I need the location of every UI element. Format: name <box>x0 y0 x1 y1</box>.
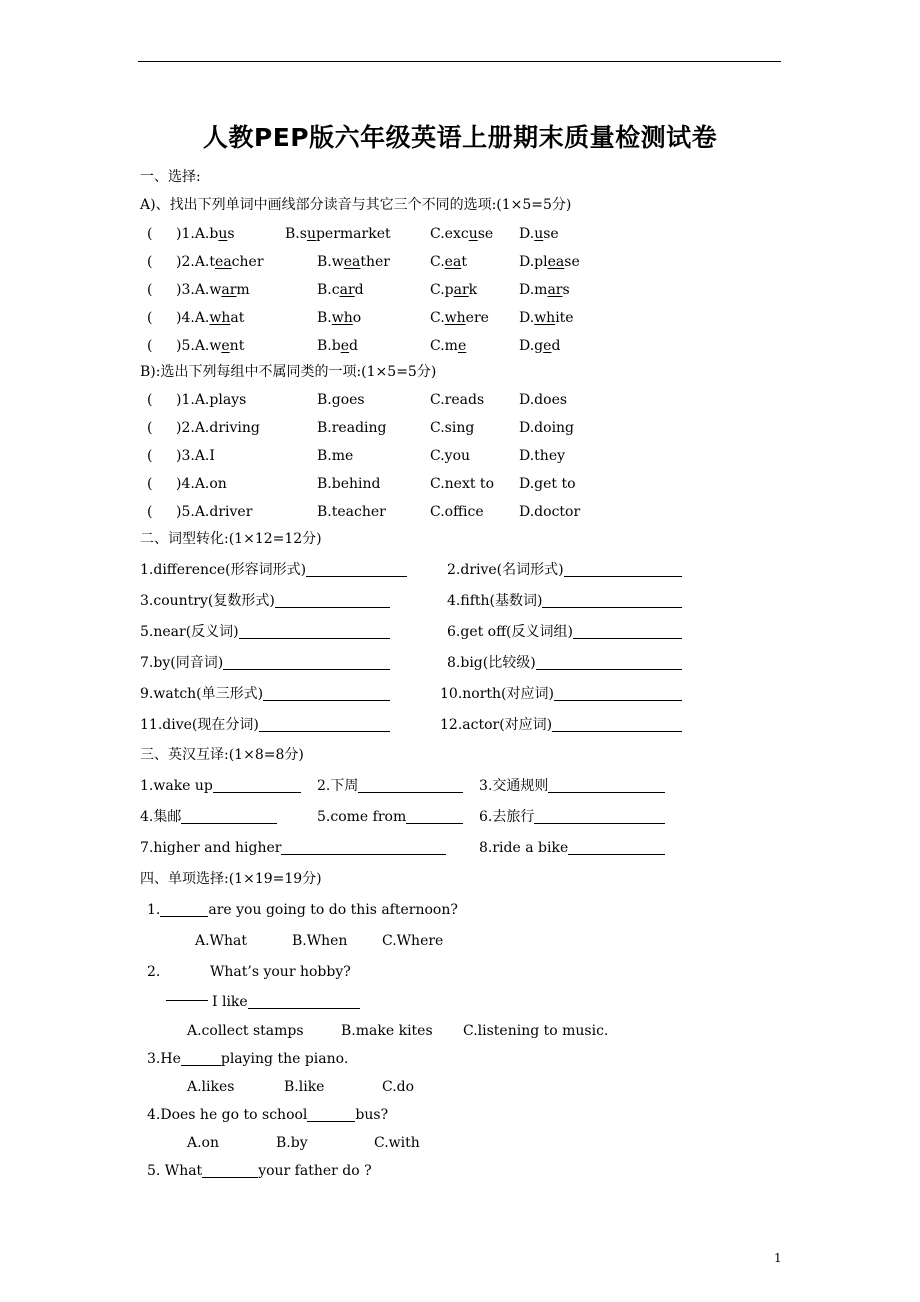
partA-row-2-word-c-underlined: ea <box>444 254 462 270</box>
q3-stem <box>147 1050 348 1068</box>
partB-row-5-option-c[interactable]: C.office <box>430 504 484 520</box>
section2-heading: 二、词型转化:(1×12=12分) <box>140 531 322 547</box>
section3-item-2-label: 2.下周 <box>317 778 359 794</box>
partA-row-2-word-b-post: ther <box>360 254 390 270</box>
partB-row-3-option-c[interactable]: C.you <box>430 448 471 464</box>
q2-num: 2. <box>147 964 161 980</box>
partA-row-4-word-b[interactable] <box>317 310 361 326</box>
partA-row-2-word-b-underlined: ea <box>343 254 361 270</box>
partB-row-3-option-b[interactable]: B.me <box>317 448 354 464</box>
partA-row-4-word-c-pre: C. <box>430 310 445 326</box>
q2-blank[interactable] <box>248 994 360 1009</box>
partB-row-1-option-c[interactable]: C.reads <box>430 392 485 408</box>
q1-post: are you going to do this afternoon? <box>208 902 458 918</box>
partA-row-4-paren: ( <box>147 310 153 326</box>
section3-item-7-blank[interactable] <box>281 840 446 855</box>
partA-row-4-word-c[interactable] <box>430 310 489 326</box>
partB-row-2-option-a[interactable]: )2.A.driving <box>176 420 260 436</box>
section2-item-9-label: 9.watch(单三形式) <box>140 686 264 702</box>
page-title: 人教PEP版六年级英语上册期末质量检测试卷 <box>202 123 718 152</box>
partA-row-1-word-d-post: se <box>543 226 559 242</box>
partA-row-5-word-d-post: d <box>551 338 561 354</box>
partA-row-1-word-b-underlined: u <box>306 226 316 242</box>
section2-item-2-blank[interactable] <box>564 562 682 577</box>
section2-item-7-blank[interactable] <box>223 655 390 670</box>
partA-row-4-option-d[interactable] <box>519 309 574 327</box>
partA-row-3-word-a-post: m <box>236 282 250 298</box>
q4-pre: 4.Does he go to school <box>147 1107 308 1123</box>
partA-row-4-word-b-underlined: wh <box>331 310 353 326</box>
partA-row-3-word-d-post: s <box>562 282 570 298</box>
partA-row-3-paren: ( <box>147 282 153 298</box>
partA-row-1-word-d-pre: D. <box>519 226 535 242</box>
partA-row-4-word-d-post: ite <box>555 310 574 326</box>
partA-row-4-word-c-underlined: wh <box>444 310 466 326</box>
section2-item-6 <box>447 623 682 641</box>
partA-row-5-word-a-underlined: e <box>221 338 230 354</box>
partB-row-2-paren: ( <box>147 420 153 436</box>
partA-row-4-word-d[interactable] <box>519 310 574 326</box>
partA-row-3-word-d-underlined: ar <box>547 282 563 298</box>
partA-row-3-word-c-pre: C.p <box>430 282 454 298</box>
partA-row-4-word-b-post: o <box>352 310 362 326</box>
partA-row-3-num: )3.A. <box>176 282 210 298</box>
partA-row-5-word-b[interactable] <box>317 338 358 354</box>
section3-item-7 <box>140 839 446 857</box>
partA-row-1-word-d-underlined: u <box>534 226 544 242</box>
q5-post: your father do ? <box>258 1163 372 1179</box>
partA-row-2-paren: ( <box>147 254 153 270</box>
partA-row-2-option-a[interactable] <box>176 253 264 271</box>
q2-dash <box>166 1000 208 1001</box>
section2-item-7 <box>140 654 390 672</box>
section3-item-6 <box>479 808 665 826</box>
partA-row-2-word-a[interactable] <box>209 254 263 270</box>
partA-heading: A)、找出下列单词中画线部分读音与其它三个不同的选项:(1×5=5分) <box>140 197 572 213</box>
partA-row-2-option-b[interactable] <box>317 253 390 271</box>
q3-blank[interactable] <box>181 1051 221 1066</box>
partA-row-3-word-c[interactable] <box>430 282 477 298</box>
partA-row-5-option-c[interactable] <box>430 337 466 355</box>
section2-item-10 <box>440 685 682 703</box>
q4-stem <box>147 1106 388 1124</box>
section1-heading: 一、选择: <box>140 169 201 185</box>
q5-pre: 5. What <box>147 1163 203 1179</box>
partA-row-5-word-d[interactable] <box>519 338 560 354</box>
q3-pre: 3.He <box>147 1051 181 1067</box>
section3-item-7-label: 7.higher and higher <box>140 840 282 856</box>
section2-item-8 <box>447 654 682 672</box>
section3-item-5-label: 5.come from <box>317 809 407 825</box>
partA-row-1-word-a-underlined: u <box>218 226 228 242</box>
partB-row-2-option-b[interactable]: B.reading <box>317 420 387 436</box>
partA-row-5-option-a[interactable] <box>176 337 244 355</box>
partA-row-3-word-b-pre: B.c <box>317 282 340 298</box>
partA-row-2-option-d[interactable] <box>519 253 580 271</box>
partB-row-3-option-a[interactable]: )3.A.I <box>176 448 215 464</box>
section2-item-9 <box>140 685 390 703</box>
partA-row-4-num: )4.A. <box>176 310 210 326</box>
partA-row-2-word-d-post: se <box>564 254 580 270</box>
q2-answer-line <box>166 993 360 1011</box>
partA-row-2-word-c-pre: C. <box>430 254 445 270</box>
q3-post: playing the piano. <box>220 1051 349 1067</box>
partA-row-3-word-d[interactable] <box>519 282 570 298</box>
q1-blank[interactable] <box>160 902 208 917</box>
section2-item-6-blank[interactable] <box>573 624 682 639</box>
header-rule <box>138 61 781 62</box>
partA-row-5-word-d-pre: D.g <box>519 338 544 354</box>
section2-item-7-label: 7.by(同音词) <box>140 655 224 671</box>
partA-row-2-word-c-post: t <box>461 254 467 270</box>
section2-item-10-blank[interactable] <box>554 686 682 701</box>
section2-item-6-label: 6.get off(反义词组) <box>447 624 573 640</box>
section3-item-3 <box>479 777 665 795</box>
section2-item-3-blank[interactable] <box>275 593 390 608</box>
section2-item-5-label: 5.near(反义词) <box>140 624 239 640</box>
partA-row-1-word-a[interactable] <box>209 226 234 242</box>
q1-option-b[interactable]: B.When <box>292 933 348 949</box>
partB-row-1-paren: ( <box>147 392 153 408</box>
section3-item-1-blank[interactable] <box>213 778 301 793</box>
section3-item-5-blank[interactable] <box>406 809 463 824</box>
partA-row-1-option-c[interactable] <box>430 225 493 243</box>
section2-item-11 <box>140 716 390 734</box>
section2-item-4 <box>447 592 682 610</box>
section2-item-12-label: 12.actor(对应词) <box>440 717 553 733</box>
partA-row-2-word-a-pre: t <box>209 254 216 270</box>
partA-row-3-word-d-pre: D.m <box>519 282 548 298</box>
partA-row-1-word-a-pre: b <box>209 226 219 242</box>
partA-row-3-word-a-pre: w <box>209 282 222 298</box>
partA-row-5-word-b-post: d <box>349 338 358 354</box>
partA-row-5-paren: ( <box>147 338 153 354</box>
partB-row-2-option-c[interactable]: C.sing <box>430 420 475 436</box>
partA-row-5-word-b-underlined: e <box>340 338 349 354</box>
partA-row-1-paren: ( <box>147 226 153 242</box>
section2-item-4-blank[interactable] <box>542 593 682 608</box>
section2-item-10-label: 10.north(对应词) <box>440 686 554 702</box>
q3-option-a[interactable]: A.likes <box>187 1079 235 1095</box>
partB-row-1-option-b[interactable]: B.goes <box>317 392 365 408</box>
partA-row-3-option-d[interactable] <box>519 281 570 299</box>
section2-item-5 <box>140 623 390 641</box>
q5-stem <box>147 1162 372 1180</box>
partA-row-5-option-d[interactable] <box>519 337 560 355</box>
partA-row-3-word-a[interactable] <box>209 282 249 298</box>
section3-item-1-label: 1.wake up <box>140 778 213 794</box>
section3-item-4-blank[interactable] <box>181 809 277 824</box>
partA-row-3-option-a[interactable] <box>176 281 250 299</box>
partB-row-5-option-b[interactable]: B.teacher <box>317 504 386 520</box>
partA-row-2-word-a-post: cher <box>231 254 264 270</box>
section2-item-1 <box>140 561 407 579</box>
q4-blank[interactable] <box>307 1107 355 1122</box>
partA-row-1-word-b[interactable] <box>285 226 391 242</box>
partA-row-2-word-b-pre: B.w <box>317 254 344 270</box>
partA-row-3-option-b[interactable] <box>317 281 364 299</box>
partA-row-5-word-c[interactable] <box>430 338 466 354</box>
partA-row-2-num: )2.A. <box>176 254 210 270</box>
section3-item-6-blank[interactable] <box>534 809 665 824</box>
section2-item-4-label: 4.fifth(基数词) <box>447 593 543 609</box>
partB-row-5-option-a[interactable]: )5.A.driver <box>176 504 253 520</box>
partA-row-4-word-c-post: ere <box>465 310 489 326</box>
partA-row-2-word-d[interactable] <box>519 254 580 270</box>
section3-item-2 <box>317 777 463 795</box>
partA-row-4-word-a[interactable] <box>209 310 244 326</box>
section2-item-8-label: 8.big(比较级) <box>447 655 536 671</box>
section2-item-3 <box>140 592 390 610</box>
q1-option-c[interactable]: C.Where <box>382 933 444 949</box>
section3-item-3-label: 3.交通规则 <box>479 778 549 794</box>
partA-row-1-word-a-post: s <box>227 226 235 242</box>
partB-row-5-paren: ( <box>147 504 153 520</box>
partA-row-1-word-c[interactable] <box>430 226 493 242</box>
partB-row-1-option-d[interactable]: D.does <box>519 392 568 408</box>
partA-row-1-word-c-underlined: u <box>468 226 478 242</box>
page-number: 1 <box>774 1251 782 1265</box>
partA-row-3-word-a-underlined: ar <box>221 282 237 298</box>
partA-row-4-word-b-pre: B. <box>317 310 332 326</box>
section2-item-2 <box>447 561 682 579</box>
partA-row-3-word-b-post: d <box>354 282 364 298</box>
partA-row-5-word-a-pre: w <box>209 338 222 354</box>
partA-row-5-word-c-pre: C.m <box>430 338 458 354</box>
partA-row-3-word-b[interactable] <box>317 282 364 298</box>
partA-row-4-option-a[interactable] <box>176 309 244 327</box>
q1-option-a[interactable]: A.What <box>195 933 247 949</box>
partA-row-5-word-b-pre: B.b <box>317 338 341 354</box>
section4-heading: 四、单项选择:(1×19=19分) <box>140 871 322 887</box>
section3-item-8-blank[interactable] <box>568 840 665 855</box>
q2-option-c[interactable]: C.listening to music. <box>463 1023 609 1039</box>
section2-item-11-blank[interactable] <box>259 717 390 732</box>
partB-heading: B):选出下列每组中不属同类的一项:(1×5=5分) <box>140 364 437 380</box>
partB-row-4-option-a[interactable]: )4.A.on <box>176 476 227 492</box>
section2-item-3-label: 3.country(复数形式) <box>140 593 275 609</box>
q1-pre: 1. <box>147 902 161 918</box>
section2-item-9-blank[interactable] <box>263 686 390 701</box>
q2-option-a[interactable]: A.collect stamps <box>187 1023 304 1039</box>
partA-row-3-word-c-underlined: ar <box>453 282 469 298</box>
section3-item-8-label: 8.ride a bike <box>479 840 569 856</box>
section2-item-2-label: 2.drive(名词形式) <box>447 562 564 578</box>
partB-row-4-option-c[interactable]: C.next to <box>430 476 494 492</box>
partA-row-5-word-c-underlined: e <box>457 338 467 354</box>
partA-row-4-option-b[interactable] <box>317 309 361 327</box>
partB-row-1-option-a[interactable]: )1.A.plays <box>176 392 247 408</box>
partA-row-2-word-c[interactable] <box>430 254 467 270</box>
partA-row-5-word-d-underlined: e <box>543 338 552 354</box>
section3-item-4 <box>140 808 277 826</box>
partA-row-1-word-b-post: permarket <box>315 226 391 242</box>
q2-option-b[interactable]: B.make kites <box>341 1023 433 1039</box>
section3-item-6-label: 6.去旅行 <box>479 809 535 825</box>
partA-row-5-word-a[interactable] <box>209 338 244 354</box>
section2-item-1-label: 1.difference(形容词形式) <box>140 562 307 578</box>
partA-row-2-word-d-underlined: ea <box>547 254 565 270</box>
q4-option-a[interactable]: A.on <box>187 1135 220 1151</box>
partA-row-4-word-a-post: at <box>230 310 245 326</box>
q5-blank[interactable] <box>202 1163 258 1178</box>
section2-item-12-blank[interactable] <box>552 717 682 732</box>
partA-row-1-word-c-pre: C.exc <box>430 226 469 242</box>
q3-option-c[interactable]: C.do <box>382 1079 415 1095</box>
partA-row-1-option-a[interactable] <box>176 225 235 243</box>
partA-row-4-word-d-pre: D. <box>519 310 535 326</box>
partA-row-3-word-c-post: k <box>468 282 478 298</box>
partA-row-5-option-b[interactable] <box>317 337 358 355</box>
partA-row-1-option-d[interactable] <box>519 225 559 243</box>
q4-option-b[interactable]: B.by <box>276 1135 308 1151</box>
partA-row-2-word-d-pre: D.pl <box>519 254 548 270</box>
partA-row-5-word-a-post: nt <box>229 338 245 354</box>
section2-item-5-blank[interactable] <box>239 624 390 639</box>
partB-row-2-option-d[interactable]: D.doing <box>519 420 575 436</box>
section3-item-3-blank[interactable] <box>548 778 665 793</box>
section3-item-2-blank[interactable] <box>358 778 463 793</box>
partA-row-1-word-b-pre: B.s <box>285 226 307 242</box>
partA-row-1-word-c-post: se <box>477 226 494 242</box>
q3-option-b[interactable]: B.like <box>284 1079 325 1095</box>
partA-row-4-word-a-underlined: wh <box>209 310 231 326</box>
partB-row-4-option-d[interactable]: D.get to <box>519 476 576 492</box>
partA-row-2-word-a-underlined: ea <box>215 254 232 270</box>
partA-row-1-word-d[interactable] <box>519 226 559 242</box>
q2-answer: I like <box>212 994 248 1010</box>
section2-item-1-blank[interactable] <box>306 562 407 577</box>
partA-row-1-option-b[interactable] <box>285 225 391 243</box>
partB-row-3-paren: ( <box>147 448 153 464</box>
section3-item-8 <box>479 839 665 857</box>
q2-text: What’s your hobby? <box>210 964 351 980</box>
section2-item-8-blank[interactable] <box>536 655 682 670</box>
q4-option-c[interactable]: C.with <box>374 1135 420 1151</box>
q1-stem <box>147 901 458 919</box>
partA-row-3-word-b-underlined: ar <box>339 282 355 298</box>
partA-row-1-num: )1.A. <box>176 226 210 242</box>
partB-row-4-option-b[interactable]: B.behind <box>317 476 381 492</box>
partB-row-3-option-d[interactable]: D.they <box>519 448 566 464</box>
section3-heading: 三、英汉互译:(1×8=8分) <box>140 747 304 763</box>
partB-row-4-paren: ( <box>147 476 153 492</box>
q4-post: bus? <box>355 1107 389 1123</box>
partA-row-4-word-d-underlined: wh <box>534 310 556 326</box>
section2-item-11-label: 11.dive(现在分词) <box>140 717 259 733</box>
partA-row-5-num: )5.A. <box>176 338 210 354</box>
partB-row-5-option-d[interactable]: D.doctor <box>519 504 581 520</box>
partA-row-3-option-c[interactable] <box>430 281 477 299</box>
section3-item-4-label: 4.集邮 <box>140 809 182 825</box>
section2-item-12 <box>440 716 682 734</box>
section3-item-1 <box>140 777 301 795</box>
partA-row-2-option-c[interactable] <box>430 253 467 271</box>
section3-item-5 <box>317 808 463 826</box>
partA-row-4-option-c[interactable] <box>430 309 489 327</box>
partA-row-2-word-b[interactable] <box>317 254 390 270</box>
